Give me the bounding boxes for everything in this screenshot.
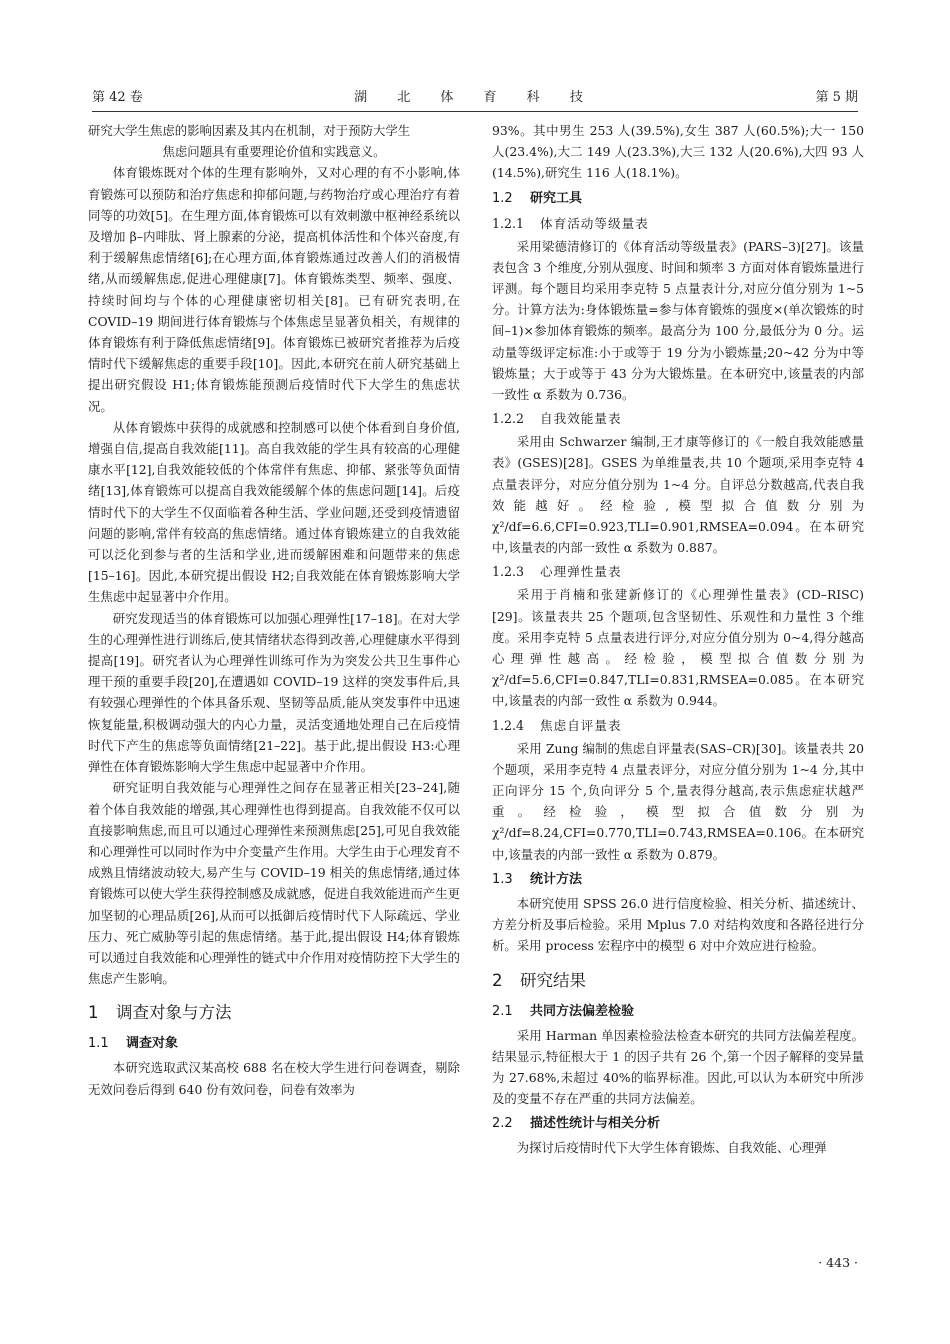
paragraph: 采用 Zung 编制的焦虑自评量表(SAS–CR)[30]。该量表共 20 个题项，采用李克特 4 点量表评分，对应分值分别为 1~4 分,其中正向评分 15 个,负向评分 5 个,量表得分越高,表示焦虑症状越严重。经检验，模型拟合值数分别为 χ²/df=8.24,CFI=0.770,TLI=0.743,RMSEA=0.106。在本研究中,该量表的内部一致性 α 系数为 0.879。 <box>492 740 864 862</box>
paragraph: 采用 Harman 单因素检验法检查本研究的共同方法偏差程度。结果显示,特征根大于 1 的因子共有 26 个,第一个因子解释的变异量为 27.68%,未超过 40%的临界标准。因此,可以认为本研究中所涉及的变量不存在严重的共同方法偏差。 <box>492 1027 864 1107</box>
subsection-heading: 2.1 共同方法偏差检验 <box>492 1003 635 1019</box>
paragraph: 采用梁德清修订的《体育活动等级量表》(PARS–3)[27]。该量表包含 3 个维度,分别从强度、时间和频率 3 方面对体育锻炼量进行评测。每个题目均采用李克特 5 点量表计分,对应分值分别为 1~5 分。计算方法为:身体锻炼量=参与体育锻炼的强度×(单次锻炼的时间–1)×参加体育锻炼的频率。最高分为 100 分,最低分为 0 分。运动量等级评定标准:小于或等于 19 分为小锻炼量;20~42 分为中等锻炼量；大于或等于 43 分为大锻炼量。在本研究中,该量表的内部一致性 α 系数为 0.736。 <box>492 238 864 403</box>
section-heading: 1 调查对象与方法 <box>88 1003 232 1023</box>
page-number: · 443 · <box>818 1255 858 1270</box>
section-heading: 2 研究结果 <box>492 970 586 990</box>
subsubsection-heading: 1.2.2 自我效能量表 <box>492 411 622 427</box>
paragraph: 研究发现适当的体育锻炼可以加强心理弹性[17–18]。在对大学生的心理弹性进行训练后,使其情绪状态得到改善,心理健康水平得到提高[19]。研究者认为心理弹性训练可作为为突发公共卫生事件心理干预的重要手段[20],在遭遇如 COVID–19 这样的突发事件后,具有较强心理弹性的个体具备乐观、坚韧等品质,能从突发事件中迅速恢复能量,积极调动强大的内心力量，灵活变通地处理自己在后疫情时代下产生的焦虑等负面情绪[21–22]。基于此,提出假设 H3:心理弹性在体育锻炼影响大学生焦虑中起显著中介作用。 <box>88 610 460 775</box>
subsection-heading: 1.3 统计方法 <box>492 871 583 887</box>
paragraph: 研究证明自我效能与心理弹性之间存在显著正相关[23–24],随着个体自我效能的增强,其心理弹性也得到提高。自我效能不仅可以直接影响焦虑,而且可以通过心理弹性来预测焦虑[25],可见自我效能和心理弹性可以同时作为中介变量产生作用。大学生由于心理发育不成熟且情绪波动较大,易产生与 COVID–19 相关的焦虑情绪,通过体育锻炼可以使大学生获得控制感及成就感，促进自我效能进而产生更加坚韧的心理品质[26],从而可以抵御后疫情时代下人际疏远、学业压力、死亡威胁等引起的焦虑情绪。基于此,提出假设 H4;体育锻炼可以通过自我效能和心理弹性的链式中介作用对疫情防控下大学生的焦虑产生影响。 <box>88 780 460 987</box>
subsection-heading: 1.1 调查对象 <box>88 1036 179 1052</box>
paragraph: 焦虑问题具有重要理论价值和实践意义。 <box>162 144 386 160</box>
paragraph: 从体育锻炼中获得的成就感和控制感可以使个体看到自身价值,增强自信,提高自我效能[11]。高自我效能的学生具有较高的心理健康水平[12],自我效能较低的个体常伴有焦虑、抑郁、紧张等负面情绪[13],体育锻炼可以提高自我效能缓解个体的焦虑问题[14]。后疫情时代下的大学生不仅面临着各种生活、学业问题,还受到疫情遗留问题的影响,常伴有较高的焦虑情绪。通过体育锻炼建立的自我效能可以泛化到参与者的生活和学业,进而缓解困难和问题带来的焦虑[15–16]。因此,本研究提出假设 H2;自我效能在体育锻炼影响大学生焦虑中起显著中介作用。 <box>88 419 460 605</box>
paragraph: 研究大学生焦虑的影响因素及其内在机制，对于预防大学生 <box>88 123 411 138</box>
subsection-heading: 1.2 研究工具 <box>492 190 583 206</box>
subsubsection-heading: 1.2.3 心理弹性量表 <box>492 564 622 580</box>
subsubsection-heading: 1.2.4 焦虑自评量表 <box>492 717 622 733</box>
paragraph: 本研究选取武汉某高校 688 名在校大学生进行问卷调查，剔除无效问卷后得到 640 份有效问卷，问卷有效率为 <box>88 1060 460 1097</box>
paragraph: 本研究使用 SPSS 26.0 进行信度检验、相关分析、描述统计、方差分析及事后检验。采用 Mplus 7.0 对结构效度和各路径进行分析。采用 process 宏程序中的模型 6 对中介效应进行检验。 <box>492 895 864 954</box>
running-header <box>92 86 858 108</box>
issue-label: 第 5 期 <box>815 90 858 105</box>
paragraph: 为探讨后疫情时代下大学生体育锻炼、自我效能、心理弹 <box>516 1140 827 1156</box>
paragraph: 采用由 Schwarzer 编制,王才康等修订的《一般自我效能感量表》(GSES)[28]。GSES 为单维量表,共 10 个题项,采用李克特 4 点量表评分，对应分值分别为 1~4 分。自评总分数越高,代表自我效能越好。经检验,模型拟合值数分别为 χ²/df=6.6,CFI=0.923,TLI=0.901,RMSEA=0.094。在本研究中,该量表的内部一致性 α 系数为 0.887。 <box>492 434 864 556</box>
volume-label: 第 42 卷 <box>92 90 143 105</box>
paragraph: 体育锻炼既对个体的生理有影响外，又对心理的有不小影响,体育锻炼可以预防和治疗焦虑和抑郁问题,与药物治疗或心理治疗有着同等的功效[5]。在生理方面,体育锻炼可以有效刺激中枢神经系统以及增加 β–内啡肽、肾上腺素的分泌，提高机体活性和个体兴奋度,有利于缓解焦虑情绪[6];在心理方面,体育锻炼通过改善人们的消极情绪,从而缓解焦虑,促进心理健康[7]。体育锻炼类型、频率、强度、持续时间均与个体的心理健康密切相关[8]。已有研究表明,在 COVID–19 期间进行体育锻炼与个体焦虑呈显著负相关，有规律的体育锻炼有利于降低焦虑情绪[9]。体育锻炼已被研究者推荐为后疫情时代下缓解焦虑的重要手段[10]。因此,本研究在前人研究基础上提出研究假设 H1;体育锻炼能预测后疫情时代下大学生的焦虑状况。 <box>88 165 460 414</box>
paragraph: 93%。其中男生 253 人(39.5%),女生 387 人(60.5%);大一 150 人(23.4%),大二 149 人(23.3%),大三 132 人(20.6%),大四 93 人(14.5%),研究生 116 人(18.1%)。 <box>492 123 864 181</box>
header-rule <box>92 111 858 112</box>
journal-title: 湖 北 体 育 科 技 <box>354 90 596 105</box>
right-column <box>492 120 864 1159</box>
paragraph: 采用于肖楠和张建新修订的《心理弹性量表》(CD–RISC)[29]。该量表共 25 个题项,包含坚韧性、乐观性和力量性 3 个维度。采用李克特 5 点量表进行评分,对应分值分别为 0~4,得分越高心理弹性越高。经检验，模型拟合值数分别为 χ²/df=5.6,CFI=0.847,TLI=0.831,RMSEA=0.085。在本研究中,该量表的内部一致性 α 系数为 0.944。 <box>492 587 864 709</box>
subsubsection-heading: 1.2.1 体育活动等级量表 <box>492 215 649 231</box>
subsection-heading: 2.2 描述性统计与相关分析 <box>492 1116 661 1132</box>
left-column <box>88 120 460 1100</box>
